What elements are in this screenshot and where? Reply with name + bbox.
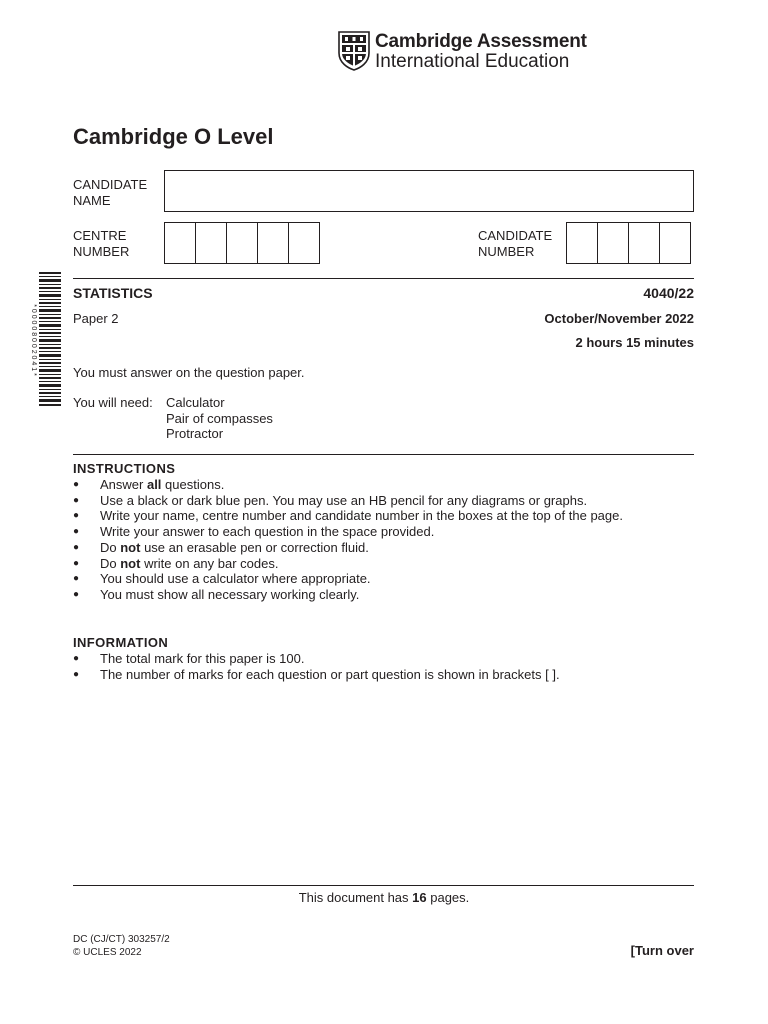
candidate-number-cell[interactable]: [659, 222, 691, 264]
page-count-note: This document has 16 pages.: [298, 890, 470, 905]
centre-number-cell[interactable]: [195, 222, 227, 264]
candidate-number-cell[interactable]: [566, 222, 598, 264]
instruction-item: ● Answer all questions.: [73, 477, 623, 493]
candidate-number-cell[interactable]: [597, 222, 629, 264]
information-item: ● The number of marks for each question or part question is shown in brackets [ ].: [73, 667, 560, 683]
instruction-item: ● Write your answer to each question in the space provided.: [73, 524, 623, 540]
instruction-item: ● Do not use an erasable pen or correction fluid.: [73, 540, 623, 556]
centre-number-label-line2: NUMBER: [73, 244, 130, 259]
paper-code: 4040/22: [643, 285, 694, 301]
equipment-item: Pair of compasses: [166, 410, 273, 426]
barcode: [29, 270, 63, 410]
logo-line-1: Cambridge Assessment: [375, 31, 587, 52]
turn-over: [Turn over: [630, 943, 694, 958]
candidate-name-label-line1: CANDIDATE: [73, 177, 148, 192]
copyright: © UCLES 2022: [73, 947, 142, 958]
candidate-number-label: [478, 228, 552, 260]
centre-number-cell[interactable]: [226, 222, 258, 264]
centre-number-label-line1: CENTRE: [73, 228, 127, 243]
logo-line-2: International Education: [375, 51, 570, 72]
exam-title: Cambridge O Level: [73, 124, 274, 149]
candidate-number-boxes[interactable]: [566, 222, 691, 264]
instructions-list: [73, 477, 623, 603]
divider-top: [73, 278, 694, 279]
exam-session: October/November 2022: [544, 311, 694, 326]
candidate-name-label: [73, 177, 147, 209]
candidate-name-field[interactable]: [164, 170, 694, 212]
candidate-name-label-line2: NAME: [73, 193, 111, 208]
centre-number-boxes[interactable]: [164, 222, 320, 264]
information-list: [73, 651, 560, 682]
instructions-heading: INSTRUCTIONS: [73, 461, 176, 476]
instruction-item: ● Write your name, centre number and candidate number in the boxes at the top of the page.: [73, 508, 623, 524]
information-heading: INFORMATION: [73, 635, 169, 650]
candidate-number-cell[interactable]: [628, 222, 660, 264]
centre-number-cell[interactable]: [164, 222, 196, 264]
instruction-item: ● Do not write on any bar codes.: [73, 556, 623, 572]
exam-duration: 2 hours 15 minutes: [575, 335, 694, 350]
paper-number: Paper 2: [73, 311, 119, 326]
equipment-item: Calculator: [166, 395, 225, 410]
equipment-item: Protractor: [166, 426, 224, 442]
candidate-number-label-line2: NUMBER: [478, 244, 535, 259]
subject: STATISTICS: [73, 285, 153, 301]
candidate-number-label-line1: CANDIDATE: [478, 228, 553, 243]
centre-number-cell[interactable]: [257, 222, 289, 264]
document-ref: DC (CJ/CT) 303257/2: [73, 934, 170, 945]
footer-reference: [73, 933, 170, 959]
divider-middle: [73, 454, 694, 455]
instruction-item: ● Use a black or dark blue pen. You may use an HB pencil for any diagrams or graphs.: [73, 493, 623, 509]
barcode-text: * 0 0 0 0 8 0 0 2 0 4 1 *: [30, 304, 37, 376]
instruction-item: ● You should use a calculator where appropriate.: [73, 571, 623, 587]
cambridge-logo: [338, 31, 587, 72]
university-crest-icon: [338, 31, 370, 71]
centre-number-cell[interactable]: [288, 222, 320, 264]
divider-bottom: [73, 885, 694, 886]
you-will-need-label: You will need:: [73, 395, 153, 410]
must-answer-note: You must answer on the question paper.: [73, 365, 305, 380]
instruction-item: ● You must show all necessary working clearly.: [73, 587, 623, 603]
information-item: ● The total mark for this paper is 100.: [73, 651, 560, 667]
equipment-list: [166, 395, 273, 442]
centre-number-label: [73, 228, 129, 260]
